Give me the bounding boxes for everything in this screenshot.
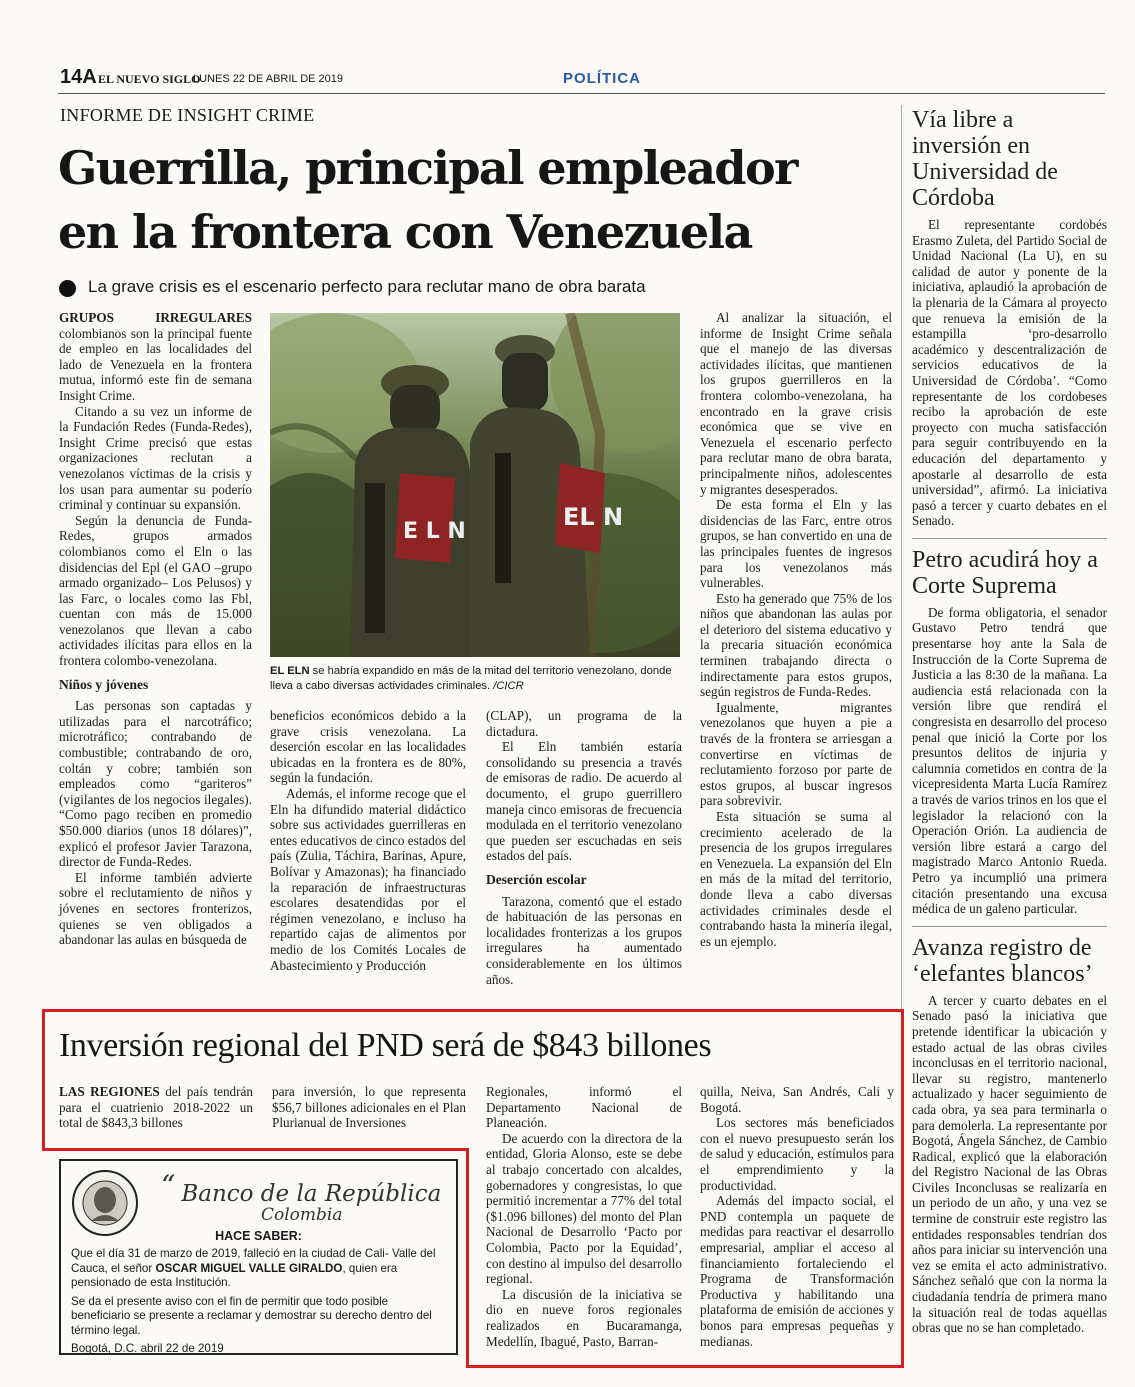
kicker: INFORME DE INSIGHT CRIME <box>60 105 315 125</box>
photo <box>270 313 680 657</box>
notice-heading: HACE SABER: <box>215 1229 302 1243</box>
header-rule <box>58 93 1105 94</box>
subhead-desercion: Deserción escolar <box>486 871 587 887</box>
headline-line-1: Guerrilla, principal empleador <box>58 141 797 195</box>
sidebar-headline-cordoba: Vía libre a inversión en Universidad de Córdoba <box>912 107 1058 211</box>
pnd-column-2: para inversión, lo que representa $56,7 billones adicionales en el Plan Plurianual de Inversiones <box>272 1084 466 1131</box>
headline <box>58 136 878 264</box>
headline-line-2: en la frontera con Venezuela <box>58 205 752 259</box>
pnd-column-4: quilla, Neiva, San Andrés, Cali y Bogotá. Los sectores más beneficiados con el nuevo presupuesto serán los de salud y educación, estímulos para el emprendimiento y la productividad. Además del impacto social, el PND contempla un paquete de medidas para reactivar el desarrollo empresarial, ampliar el acceso al financiamiento fortaleciendo el Programa de Transformación Productiva y habilitando una plataforma de emisión de acciones y bonos para empresas pequeñas y medianas. <box>700 1084 894 1349</box>
sidebar-headline-elefantes: Avanza registro de ‘elefantes blancos’ <box>912 934 1093 987</box>
lead-in: GRUPOS IRREGULARES <box>59 310 252 325</box>
quote-mark-icon: “ <box>161 1169 176 1202</box>
pnd-column-1: LAS REGIONES del país tendrán para el cuatrienio 2018-2022 un total de $843,3 billones <box>59 1084 253 1131</box>
guerrilla-fighters-photo <box>270 313 680 657</box>
article-column-4: Al analizar la situación, el informe de Insight Crime señala que el manejo de las diversas actividades ilícitas, que mantienen los grupos guerrilleros en la frontera colombo-venezolana, ha encontrado en la grave crisis económica que se vive en Venezuela el escenario perfecto para reclutar mano de obra barata, principalmente niños, adolescentes y migrantes desesperados. De esta forma el Eln y las disidencias de las Farc, entre otros grupos, se han convertido en una de las principales fuentes de ingresos para los venezolanos más vulnerables. Esto ha generado que 75% de los niños que abandonan las aulas por el deterioro del sistema educativo y la precaria situación económica terminen trabajando directa o indirectamente para estos grupos, según registros de Funda-Redes. Igualmente, migrantes venezolanos que huyen a pie a través de la frontera se arriesgan a convertirse en víctimas de reclutamiento forzoso por parte de estos grupos, al buscar ingresos para sobrevivir. Esta situación se suma al crecimiento acelerado de la presencia de los grupos irregulares en Venezuela. La expansión del Eln en más de la mitad del territorio, donde lleva a cabo diversas actividades criminales desde el contrabando hasta la minería ilegal, es un ejemplo. <box>700 310 892 949</box>
pnd-headline: Inversión regional del PND será de $843 billones <box>59 1027 712 1064</box>
bank-seal-icon <box>71 1169 139 1237</box>
svg-text:EL N: EL N <box>563 503 624 531</box>
photo-caption: EL ELN se habría expandido en más de la mitad del territorio venezolano, donde lleva a cabo diversas actividades criminales. /CICR <box>270 665 672 692</box>
bank-name: “ Banco de la República <box>161 1169 442 1207</box>
newspaper-name: EL NUEVO SIGLO <box>98 72 201 86</box>
article-column-2: beneficios económicos debido a la grave crisis venezolana. La deserción escolar en las localidades ubicadas en la frontera es de 80%, según la fundación. Además, el informe recoge que el Eln ha difundido material didáctico sobre sus actividades guerrilleras en entes educativos de cinco estados del país (Zulia, Táchira, Barinas, Apure, Bolívar y Amazonas); ha financiado la reparación de infraestructuras escolares desatendidas por el régimen venezolano, e incluso ha repartido cajas de alimentos por medio de los Comités Locales de Abastecimiento y Producción <box>270 708 466 973</box>
issue-date: LUNES 22 DE ABRIL DE 2019 <box>193 73 344 85</box>
subtitle: La grave crisis es el escenario perfecto para reclutar mano de obra barata <box>88 277 646 296</box>
subtitle-bullet-icon <box>59 280 76 297</box>
article-column-1: GRUPOS IRREGULARES colombianos son la principal fuente de empleo en las localidades del lado de Venezuela en la frontera mutua, informó este fin de semana Insight Crime. Citando a su vez un informe de la Fundación Redes (Funda-Redes), Insight Crime precisó que estas organizaciones reclutan a venezolanos víctimas de la crisis y los usan para aumentar su poderío criminal y continuar su expansión. Según la denuncia de Funda-Redes, grupos armados colombianos como el Eln o las disidencias del Epl (el GAO –grupo armado organizado– Los Pelusos) y las Farc, o locales como las Fbl, cuentan con más de 15.000 venezolanos que llevan a cabo actividades ilícitas para ellos en la frontera colombo-venezolana. Niños y jóvenes Las personas son captadas y utilizadas para el narcotráfico; microtráfico; contrabando de combustible; contrabando de oro, coltán y cobre; también son empleados como “gariteros” (vigilantes de los negocios ilegales). “Como pago reciben en promedio $50.000 diarios (unos 18 dólares)”, explicó el profesor Javier Tarazona, director de Funda-Redes. El informe también advierte sobre el reclutamiento de niños y jóvenes en sectores fronterizos, quienes se ven obligados a abandonar las aulas en búsqueda de <box>59 310 252 948</box>
sidebar-rule-2 <box>912 926 1107 927</box>
pnd-column-3: Regionales, informó el Departamento Nacional de Planeación. De acuerdo con la directora de la entidad, Gloria Alonso, este se debe al trabajo concertado con alcaldes, gobernadores y congresistas, lo que permitió incrementar a 77% del total ($1.096 billones) del monto del Plan Nacional de Desarrollo ‘Pacto por Colombia, Pacto por la Equidad’, con destino al impulso del desarrollo regional. La discusión de la iniciativa se dio en nueve foros regionales realizados en Bucaramanga, Medellín, Ibagué, Pasto, Barran- <box>486 1084 682 1349</box>
section-name: POLÍTICA <box>563 70 641 87</box>
pnd-highlight-frame-joint <box>42 1148 469 1151</box>
sidebar-body-elefantes: A tercer y cuarto debates en el Senado pasó la iniciativa que pretende identificar la ubicación y estado actual de las obras civiles inconclusas en el territorio nacional, llevar su registro, mantenerlo actualizado y hacer seguimiento de cada obra, ya sea para terminarla o para demolerla. La representante por Bogotá, Ángela Sánchez, de Cambio Radical, explicó que la elaboración del Registro Nacional de las Obras Civiles Inconclusas se realizaría en un periodo de un año, y una vez se termine de construir este registro las entidades responsables tendrían dos años para iniciar su intervención una vez se emita el acto administrativo. Sánchez señaló que con la norma la ciudadanía tendría de primera mano la situación real de todas aquellas obras que no se han completado. <box>912 992 1107 1336</box>
page-number: 14A <box>60 66 97 88</box>
sidebar-body-petro: De forma obligatoria, el senador Gustavo Petro tendrá que presentarse hoy ante la Sala de Instrucción de la Corte Suprema de Justicia a las 8:30 de la mañana. La audiencia está relacionada con la versión libre que rendirá el congresista en desarrollo del proceso penal que inició la Corte por los presuntos delitos de injuria y calumnia cometidos en contra de la vicepresidenta Marta Lucía Ramírez a través de varios trinos en los que el legislador la relacionó con la Operación Orión. La audiencia de versión libre estará a cargo del magistrado Marco Antonio Rueda. Petro ya incumplió una primera citación presentando una excusa médica de un galeno particular. <box>912 604 1107 917</box>
bank-notice <box>59 1159 458 1355</box>
bank-country: Colombia <box>261 1205 343 1225</box>
subhead-ninos: Niños y jóvenes <box>59 676 149 692</box>
sidebar-headline-petro: Petro acudirá hoy a Corte Suprema <box>912 546 1098 599</box>
article-column-3: (CLAP), un programa de la dictadura. El Eln también estaría consolidando su presencia a través de emisoras de radio. De acuerdo al documento, el grupo guerrillero maneja cinco emisoras de frecuencia modulada en el territorio venezolano que pueden ser escuchadas en seis estados del país. Deserción escolar Tarazona, comentó que el estado de habituación de las personas en localidades fronterizas a los grupos irregulares ha aumentado considerablemente en los últimos años. <box>486 708 682 987</box>
notice-body: Que el día 31 de marzo de 2019, falleció en la ciudad de Cali- Valle del Cauca, el señor OSCAR MIGUEL VALLE GIRALDO, quien era pensionado de esta Institución. Se da el presente aviso con el fin de permitir que todo posible beneficiario se presente a reclamar y demostrar su derecho dentro del término legal. Bogotá, D.C. abril 22 de 2019 <box>71 1247 436 1355</box>
sidebar-body-cordoba: El representante cordobés Erasmo Zuleta, del Partido Social de Unidad Nacional (La U), en su calidad de autor y ponente de la iniciativa, aplaudió la aprobación de la plenaria de la Cámara al proyecto que renueva la emisión de la estampilla ‘pro-desarrollo académico y descentralización de servicios educativos de la Universidad de Córdoba’. “Como representante de los cordobeses recibo la aprobación de este proyecto con mucha satisfacción para seguir contribuyendo en la educación del departamento y apostarle al desarrollo de esta universidad”, afirmó. La iniciativa pasó a tercer y cuarto debates en el Senado. <box>912 217 1107 529</box>
svg-text:E L N: E L N <box>403 519 466 544</box>
sidebar <box>912 107 1107 1336</box>
sidebar-rule-1 <box>912 538 1107 539</box>
